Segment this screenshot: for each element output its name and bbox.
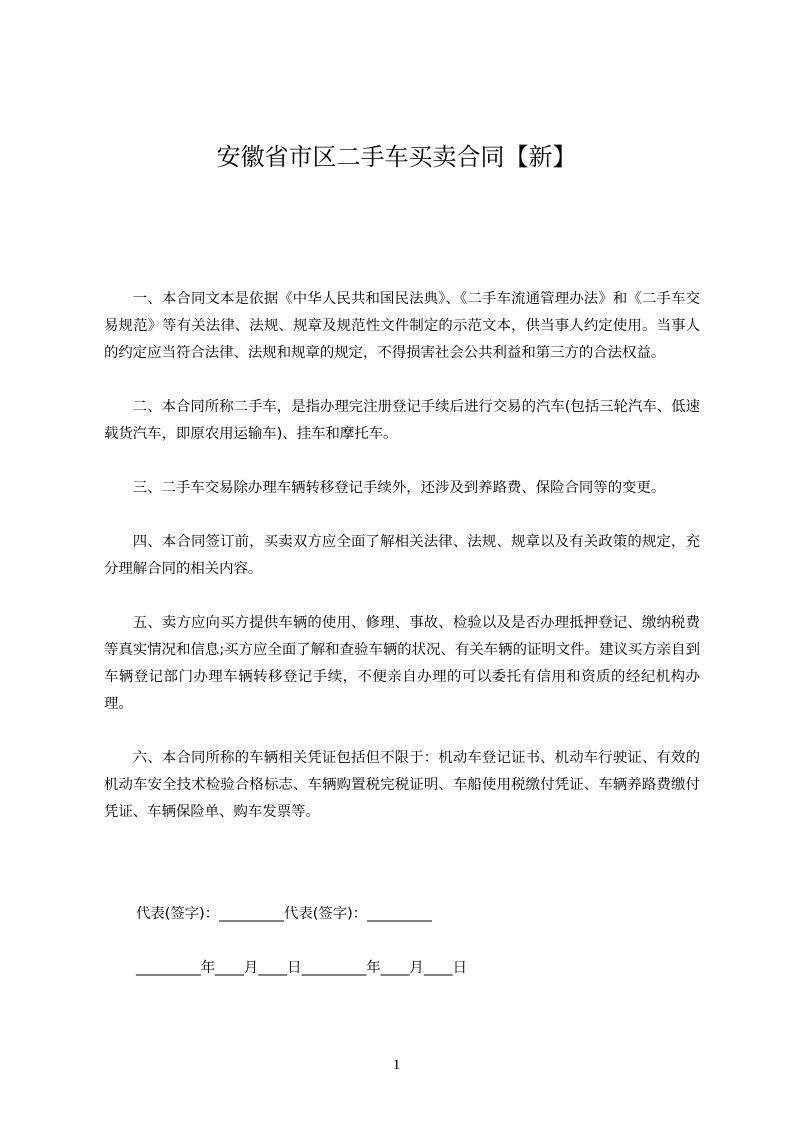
page-number: 1 [392,1057,401,1073]
clause-1: 一、本合同文本是依据《中华人民共和国民法典》、《二手车流通管理办法》和《二手车交易规范》等有关法律、法规、规章及规范性文件制定的示范文本，供当事人约定使用。当事人的约定应当符合法律、法规和规章的规定，不得损害社会公共利益和第三方的合法权益。 [104,291,700,361]
clause-5: 五、卖方应向买方提供车辆的使用、修理、事故、检验以及是否办理抵押登记、缴纳税费等真实情况和信息;买方应全面了解和查验车辆的状况、有关车辆的证明文件。建议买方亲自到车辆登记部门办理车辆转移登记手续，不便亲自办理的可以委托有信用和资质的经纪机构办理。 [104,615,700,712]
clause-3: 三、二手车交易除办理车辆转移登记手续外，还涉及到养路费、保险合同等的变更。 [132,480,666,496]
date-line: _________年____月____日_________年____月____日 [136,960,467,976]
clause-2: 二、本合同所称二手车，是指办理完注册登记手续后进行交易的汽车(包括三轮汽车、低速载货汽车，即原农用运输车)、挂车和摩托车。 [104,399,700,442]
contract-body [104,286,700,853]
signature-line: 代表(签字)：_________代表(签字)：_________ [136,906,432,922]
page-title: 安徽省市区二手车买卖合同【新】 [216,143,577,171]
clause-6: 六、本合同所称的车辆相关凭证包括但不限于：机动车登记证书、机动车行驶证、有效的机动车安全技术检验合格标志、车辆购置税完税证明、车船使用税缴付凭证、车辆养路费缴付凭证、车辆保险单、购车发票等。 [104,750,700,820]
clause-4: 四、本合同签订前，买卖双方应全面了解相关法律、法规、规章以及有关政策的规定，充分理解合同的相关内容。 [104,534,700,577]
